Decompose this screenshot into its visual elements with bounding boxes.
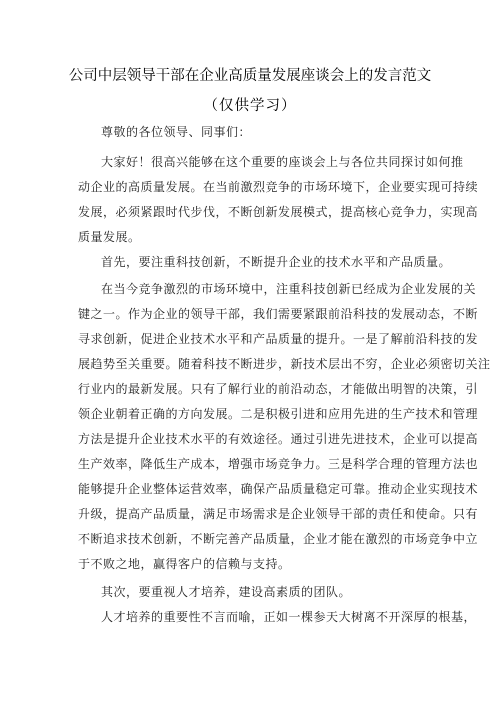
paragraph-line: 大家好！很高兴能够在这个重要的座谈会上与各位共同探讨如何推 [101, 155, 464, 169]
paragraph-line: 键之一。作为企业的领导干部，我们需要紧跟前沿科技的发展动态，不断 [78, 307, 479, 321]
paragraph-line: 人才培养的重要性不言而喻，正如一棵参天大树离不开深厚的根基， [101, 610, 477, 624]
paragraph-line: 寻求创新，促进企业技术水平和产品质量的提升。一是了解前沿科技的发 [78, 332, 479, 346]
paragraph-line: 发展，必须紧跟时代步伐，不断创新发展模式，提高核心竞争力，实现高 [78, 205, 479, 219]
paragraph-line: 不断追求技术创新，不断完善产品质量，企业才能在激烈的市场竞争中立 [78, 532, 479, 546]
paragraph-line: 展趋势至关重要。随着科技不断进步，新技术层出不穷，企业必须密切关注 [78, 357, 491, 371]
paragraph-line: 方法是提升企业技术水平的有效途径。通过引进先进技术，企业可以提高 [78, 432, 479, 446]
paragraph-line: 于不败之地，赢得客户的信赖与支持。 [78, 557, 291, 571]
document-title: 公司中层领导干部在企业高质量发展座谈会上的发言范文 [68, 68, 432, 84]
section-heading: 首先，要注重科技创新，不断提升企业的技术水平和产品质量。 [101, 255, 452, 269]
paragraph-line: 在当今竞争激烈的市场环境中，注重科技创新已经成为企业发展的关 [101, 282, 477, 296]
paragraph-line: 行业内的最新发展。只有了解行业的前沿动态，才能做出明智的决策，引 [78, 382, 479, 396]
salutation: 尊敬的各位领导、同事们： [101, 125, 252, 139]
paragraph-line: 领企业朝着正确的方向发展。二是积极引进和应用先进的生产技术和管理 [78, 407, 479, 421]
paragraph-line: 质量发展。 [78, 230, 141, 244]
paragraph-line: 生产效率，降低生产成本，增强市场竞争力。三是科学合理的管理方法也 [78, 457, 479, 471]
paragraph-line: 升级，提高产品质量，满足市场需求是企业领导干部的责任和使命。只有 [78, 507, 479, 521]
paragraph-line: 动企业的高质量发展。在当前激烈竞争的市场环境下，企业要实现可持续 [78, 180, 479, 194]
document-subtitle: （仅供学习） [203, 98, 297, 114]
section-heading: 其次，要重视人才培养，建设高素质的团队。 [101, 585, 352, 599]
paragraph-line: 能够提升企业整体运营效率，确保产品质量稳定可靠。推动企业实现技术 [78, 482, 479, 496]
